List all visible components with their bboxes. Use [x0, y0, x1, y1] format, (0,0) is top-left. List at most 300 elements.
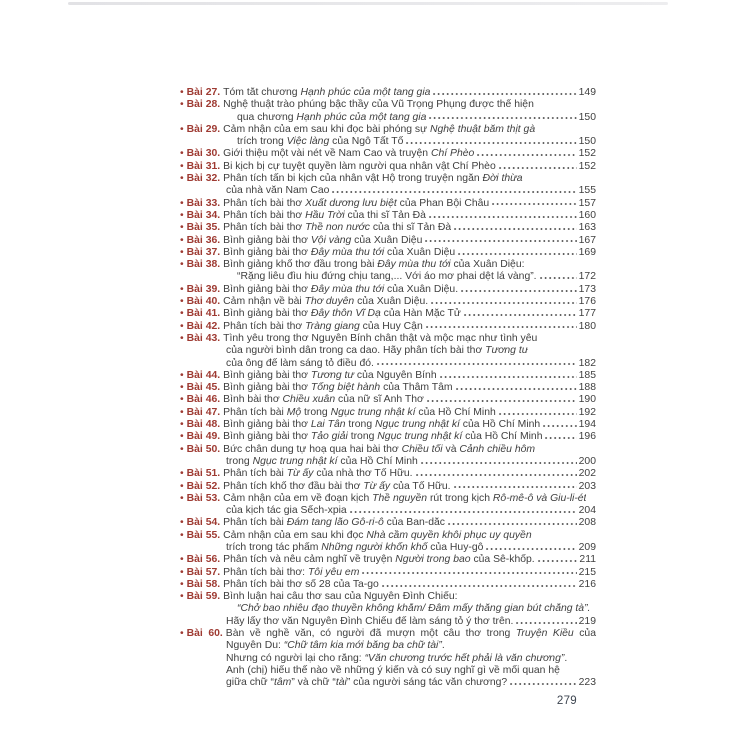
toc-text-segment: của Phan Bội Châu — [396, 197, 490, 209]
toc-work-title: Tương tư — [310, 369, 354, 381]
toc-text-segment: Bình giảng bài thơ — [223, 246, 311, 258]
bullet-icon: • — [180, 382, 184, 394]
toc-text-segment: của Hồ Chí Minh — [337, 455, 418, 467]
toc-line-text — [226, 185, 329, 197]
toc-text-segment: Bình bài thơ — [223, 394, 283, 406]
dot-leader — [543, 425, 576, 427]
toc-line-text — [223, 284, 458, 296]
toc-page-number: 180 — [578, 320, 596, 332]
toc-text-segment: qua chương — [237, 111, 297, 123]
dot-leader — [464, 314, 577, 316]
toc-item-label: Bài 49. — [186, 431, 221, 443]
toc-work-title: Tràng giang — [305, 320, 360, 332]
toc-line-text — [223, 198, 489, 210]
dot-leader — [510, 683, 576, 685]
toc-page-number: 182 — [578, 357, 596, 369]
toc-line — [180, 112, 596, 124]
toc-text-segment: trích trong — [237, 136, 287, 148]
dot-leader — [454, 486, 577, 488]
toc-line — [180, 603, 596, 615]
bullet-icon: • — [180, 628, 184, 640]
bullet-icon: • — [180, 517, 184, 529]
toc-page-number: 160 — [578, 209, 596, 221]
toc-work-title: Việc làng — [286, 136, 330, 148]
dot-leader — [492, 203, 576, 205]
toc-text-segment: và — [442, 443, 460, 455]
toc-text-segment: Phân tích bài thơ — [223, 197, 306, 209]
toc-work-title: Đời thừa — [482, 173, 523, 185]
toc-page-number: 163 — [578, 222, 596, 234]
toc-line — [180, 370, 596, 382]
toc-line-text — [223, 481, 450, 493]
toc-line-text — [223, 394, 424, 406]
toc-work-title: Rô-mê-ô và Giu-li-ét — [492, 492, 587, 504]
toc-line-text — [223, 370, 436, 382]
toc-text-segment: Bức chân dung tự hoạ qua hai bài thơ — [223, 443, 402, 455]
toc-work-title: Cảnh chiều hôm — [459, 443, 536, 455]
toc-item-label: Bài 39. — [186, 283, 221, 295]
toc-text-segment: Bình luận hai câu thơ sau của Nguyễn Đình Chiểu: — [223, 591, 458, 603]
toc-line-text — [223, 222, 451, 234]
dot-leader — [377, 363, 577, 365]
toc-text-segment: Bình giảng bài thơ — [223, 234, 311, 246]
toc-work-title: Nhà cầm quyền khôi phục uy quyền — [366, 529, 532, 541]
toc-line-text — [226, 640, 445, 652]
toc-line-text — [223, 99, 534, 111]
toc-text-segment: của Xuân Diệu. — [354, 296, 429, 308]
bullet-icon: • — [180, 259, 184, 271]
folio-page-number: 279 — [556, 695, 577, 707]
toc-text-segment: Bình giảng bài thơ — [223, 283, 311, 295]
toc-text-segment: Phân tích bài thơ — [223, 209, 306, 221]
toc-line — [180, 407, 596, 419]
toc-work-title: Đây thôn Vĩ Dạ — [310, 308, 381, 320]
toc-text-segment: của Hàn Mặc Tử — [380, 308, 461, 320]
toc-line-text — [223, 308, 461, 320]
toc-page-number: 150 — [578, 136, 596, 148]
toc-line-text — [223, 333, 537, 345]
toc-work-title: tâm — [274, 677, 292, 689]
toc-line-text — [223, 579, 379, 591]
toc-line-text — [237, 603, 590, 615]
toc-text-segment: Phân tích tấn bi kịch của nhân vật Hộ trong truyện ngắn — [223, 173, 483, 185]
bullet-icon: • — [180, 566, 184, 578]
toc-page-number: 200 — [578, 455, 596, 467]
toc-work-title: Ngục trung nhật kí — [375, 419, 460, 431]
bullet-icon: • — [180, 529, 184, 541]
toc-work-title: Ngục trung nhật kí — [377, 431, 463, 443]
toc-page-number: 204 — [578, 505, 596, 517]
toc-line-text — [226, 665, 560, 677]
dot-leader — [540, 277, 577, 279]
toc-text-segment: của Xuân Diệu. — [384, 283, 459, 295]
toc-item-label: Bài 37. — [186, 246, 221, 258]
toc-line-text — [223, 431, 542, 443]
toc-text-segment: trích trong tác phẩm — [226, 541, 322, 553]
toc-line-text — [237, 112, 426, 124]
toc-text-segment: Phân tích bài thơ số 28 của Ta-go — [223, 578, 379, 590]
toc-item-label: Bài 29. — [186, 123, 221, 135]
toc-line — [180, 259, 596, 271]
toc-item-label: Bài 56. — [186, 554, 221, 566]
toc-text-segment: Nghệ thuật trào phúng bậc thầy của Vũ Trọng Phụng được thể hiện — [223, 99, 534, 111]
toc-text-segment: ” của người sáng tác văn chương? — [346, 677, 508, 689]
toc-text-segment: trong — [226, 455, 253, 467]
toc-text-segment: Phân tích bài — [223, 406, 287, 418]
toc-work-title: Ngục trung nhật kí — [252, 455, 338, 467]
toc-line-text — [223, 124, 535, 136]
toc-text-segment: của Hồ Chí Minh — [415, 406, 496, 418]
dot-leader — [426, 326, 577, 328]
toc-text-segment: Giới thiệu một vài nét về Nam Cao và truyện — [223, 148, 431, 160]
toc-text-segment: của Ngô Tất Tố — [329, 136, 404, 148]
toc-line — [180, 530, 596, 542]
bullet-icon: • — [180, 332, 184, 344]
toc-text-segment: Cảm nhận về bài — [223, 296, 305, 308]
toc-line-text — [237, 271, 537, 283]
toc-text-segment: của thi sĩ Tản Đà — [369, 222, 452, 234]
dot-leader — [499, 167, 577, 169]
toc-line — [180, 161, 596, 173]
toc-item-label: Bài 55. — [186, 529, 221, 541]
toc-text-segment: Phân tích bài — [223, 468, 287, 480]
toc-line-text — [223, 382, 452, 394]
toc-work-title: Nghệ thuật băm thịt gà — [429, 123, 536, 135]
bullet-icon: • — [180, 246, 184, 258]
toc-page-number: 152 — [578, 160, 596, 172]
toc-text-segment: của Xuân Diệu — [384, 246, 456, 258]
toc-line — [180, 431, 596, 443]
toc-page-number: 219 — [578, 615, 596, 627]
toc-line — [180, 517, 596, 529]
toc-work-title: Vội vàng — [310, 234, 352, 246]
dot-leader — [421, 462, 577, 464]
toc-text-segment: của Tố Hữu. — [390, 480, 451, 492]
toc-item-label: Bài 53. — [186, 492, 221, 504]
toc-line-text — [223, 87, 430, 99]
toc-line-text — [237, 136, 403, 148]
toc-page-number: 155 — [578, 185, 596, 197]
toc-line — [180, 628, 596, 640]
bullet-icon: • — [180, 99, 184, 111]
table-of-contents — [180, 87, 596, 690]
toc-page-number: 177 — [578, 308, 596, 320]
bullet-icon: • — [180, 431, 184, 443]
toc-page-number: 208 — [578, 517, 596, 529]
toc-page-number: 216 — [578, 578, 596, 590]
page-edge-line — [68, 2, 668, 5]
toc-line-text — [226, 345, 528, 357]
toc-text-segment: của nhà văn Nam Cao — [226, 185, 330, 197]
toc-work-title: Tôi yêu em — [307, 566, 360, 578]
toc-line-text — [223, 419, 540, 431]
bullet-icon: • — [180, 283, 184, 295]
toc-page-number: 172 — [578, 271, 596, 283]
toc-line — [180, 210, 596, 222]
toc-line — [180, 296, 596, 308]
toc-text-segment: giữa chữ “ — [226, 677, 274, 689]
toc-line-text — [223, 407, 496, 419]
toc-text-segment: của Hồ Chí Minh — [462, 431, 543, 443]
toc-line — [180, 185, 596, 197]
toc-page-number: 192 — [578, 406, 596, 418]
toc-text-segment: trong — [345, 419, 375, 431]
toc-line — [180, 173, 596, 185]
toc-page-number: 203 — [578, 480, 596, 492]
toc-text-segment: trong — [347, 431, 378, 443]
dot-leader — [454, 228, 576, 230]
dot-leader — [431, 302, 577, 304]
toc-line-text — [226, 616, 513, 628]
toc-work-title: Từ ấy — [363, 480, 391, 492]
toc-line — [180, 493, 596, 505]
toc-line — [180, 99, 596, 111]
toc-text-segment: . — [441, 640, 445, 652]
toc-work-title: “Chở bao nhiêu đạo thuyền không khẳm/ Đâm mấy thằng gian bút chẳng tà”. — [237, 603, 591, 615]
dot-leader — [545, 437, 576, 439]
toc-page-number: 185 — [578, 369, 596, 381]
toc-text-segment: Nguyễn Du: — [226, 640, 284, 652]
toc-item-label: Bài 59. — [186, 591, 221, 603]
toc-line-text — [223, 493, 586, 505]
toc-item-label: Bài 42. — [186, 320, 221, 332]
toc-text-segment: của Sê-khốp. — [470, 554, 535, 566]
dot-leader — [382, 585, 577, 587]
toc-line — [180, 468, 596, 480]
toc-work-title: Tảo giải — [310, 431, 348, 443]
toc-line — [180, 87, 596, 99]
bullet-icon: • — [180, 369, 184, 381]
toc-line — [180, 567, 596, 579]
toc-page-number: 152 — [578, 148, 596, 160]
toc-line — [180, 284, 596, 296]
toc-line-text — [223, 468, 412, 480]
toc-item-label: Bài 38. — [186, 259, 221, 271]
toc-line-text — [223, 235, 422, 247]
toc-page-number: 194 — [578, 419, 596, 431]
toc-line-text — [226, 358, 374, 370]
bullet-icon: • — [180, 123, 184, 135]
toc-line — [180, 677, 596, 689]
toc-line-text — [226, 628, 596, 639]
toc-page-number: 190 — [578, 394, 596, 406]
bullet-icon: • — [180, 443, 184, 455]
toc-text-segment: Tóm tắt chương — [223, 87, 301, 98]
toc-work-title: Truyện Kiều — [515, 628, 574, 640]
toc-text-segment: của Huy Cận — [359, 320, 423, 332]
toc-item-label: Bài 48. — [186, 419, 221, 431]
toc-page-number: 196 — [578, 431, 596, 443]
toc-text-segment: Cảm nhận của em sau khi đọc — [223, 529, 367, 541]
toc-text-segment: của — [573, 628, 596, 640]
dot-leader — [486, 548, 576, 550]
toc-line — [180, 345, 596, 357]
toc-text-segment: của Xuân Diệu — [351, 234, 423, 246]
toc-text-segment: của thi sĩ Tản Đà — [344, 209, 426, 221]
toc-work-title: Ngục trung nhật kí — [330, 406, 416, 418]
toc-text-segment: Anh (chị) hiểu thế nào về những ý kiến và có suy nghĩ gì về mối quan hệ — [226, 664, 560, 676]
dot-leader — [362, 572, 576, 574]
toc-line-text — [223, 259, 524, 271]
toc-page-number: 215 — [578, 566, 596, 578]
toc-text-segment: Bàn về nghề văn, có người đã mượn một câu thơ trong — [225, 628, 516, 640]
toc-page-number: 150 — [578, 111, 596, 123]
toc-work-title: Những người khốn khổ — [321, 541, 428, 553]
bullet-icon: • — [180, 148, 184, 160]
toc-item-label: Bài 32. — [186, 173, 221, 185]
dot-leader — [456, 388, 577, 390]
toc-item-label: Bài 43. — [186, 332, 221, 344]
toc-text-segment: Phân tích bài thơ — [223, 222, 306, 234]
toc-line — [180, 542, 596, 554]
toc-text-segment: của Thâm Tâm — [380, 382, 453, 394]
bullet-icon: • — [180, 480, 184, 492]
toc-line — [180, 271, 596, 283]
toc-text-segment: Phân tích bài thơ: — [223, 566, 308, 578]
toc-text-segment: của ông để làm sáng tỏ điều đó. — [226, 357, 374, 369]
toc-text-segment: Cảm nhận của em về đoạn kịch — [223, 492, 373, 504]
dot-leader — [440, 376, 577, 378]
toc-text-segment: Bình giảng khổ thơ đầu trong bài — [223, 259, 378, 271]
dot-leader — [429, 117, 576, 119]
toc-line-text — [223, 567, 359, 579]
toc-page-number: 211 — [579, 554, 596, 566]
toc-line-text — [223, 444, 535, 456]
dot-leader — [427, 400, 577, 402]
dot-leader — [406, 142, 576, 144]
bullet-icon: • — [180, 468, 184, 480]
dot-leader — [477, 154, 576, 156]
bullet-icon: • — [180, 320, 184, 332]
bullet-icon: • — [180, 87, 184, 98]
toc-text-segment: Bình giảng bài thơ — [223, 308, 311, 320]
toc-line-text — [223, 591, 457, 603]
toc-line — [180, 382, 596, 394]
toc-line — [180, 308, 596, 320]
bullet-icon: • — [180, 222, 184, 234]
toc-line — [180, 198, 596, 210]
dot-leader — [458, 253, 576, 255]
toc-text-segment: Bình giảng bài thơ — [223, 382, 311, 394]
toc-item-label: Bài 27. — [186, 87, 221, 98]
dot-leader — [499, 413, 577, 415]
toc-text-segment: của Huy-gô — [427, 541, 484, 553]
toc-text-segment: Bình giảng bài thơ — [223, 369, 311, 381]
dot-leader — [448, 523, 577, 525]
toc-text-segment: Tình yêu trong thơ Nguyễn Bính chân thật và mộc mạc như tình yêu — [223, 332, 538, 344]
toc-page-number: 157 — [578, 197, 596, 209]
toc-line — [180, 148, 596, 160]
toc-work-title: Chiều xuân — [282, 394, 336, 406]
toc-line — [180, 579, 596, 591]
toc-line-text — [223, 161, 496, 173]
toc-line — [180, 456, 596, 468]
toc-work-title: Đây mùa thu tới — [310, 283, 385, 295]
toc-page-number: 176 — [578, 296, 596, 308]
toc-line — [180, 653, 596, 665]
toc-work-title: Người trong bao — [395, 554, 471, 566]
toc-line — [180, 419, 596, 431]
toc-item-label: Bài 31. — [186, 160, 221, 172]
dot-leader — [332, 191, 576, 193]
toc-item-label: Bài 57. — [186, 566, 221, 578]
toc-item-label: Bài 30. — [186, 148, 221, 160]
bullet-icon: • — [180, 591, 184, 603]
toc-item-label: Bài 60. — [186, 628, 223, 640]
toc-item-label: Bài 45. — [186, 382, 221, 394]
toc-text-segment: của kịch tác gia Sếch-xpia — [226, 505, 347, 517]
toc-page-number: 173 — [578, 283, 596, 295]
bullet-icon: • — [180, 160, 184, 172]
toc-line-text — [223, 554, 535, 566]
toc-text-segment: Phân tích khổ thơ đầu bài thơ — [223, 480, 364, 492]
toc-text-segment: Bình giảng bài thơ — [223, 431, 311, 443]
bullet-icon: • — [180, 308, 184, 320]
toc-work-title: “Văn chương trước hết phải là văn chương” — [364, 652, 565, 664]
bullet-icon: • — [180, 394, 184, 406]
toc-line — [180, 358, 596, 370]
toc-work-title: Hạnh phúc của một tang gia — [296, 111, 427, 123]
toc-line-text — [223, 321, 423, 333]
toc-text-segment: . — [564, 652, 568, 664]
toc-line — [180, 616, 596, 628]
toc-item-label: Bài 33. — [186, 197, 221, 209]
bullet-icon: • — [180, 209, 184, 221]
toc-line — [180, 124, 596, 136]
toc-text-segment: Phân tích và nêu cảm nghĩ về truyện — [223, 554, 396, 566]
bullet-icon: • — [180, 234, 184, 246]
toc-text-segment: Hãy lấy thơ văn Nguyễn Đình Chiểu để làm sáng tỏ ý thơ trên. — [226, 615, 514, 627]
toc-work-title: Đám tang lão Gô-ri-ô — [286, 517, 384, 529]
dot-leader — [350, 511, 577, 513]
bullet-icon: • — [180, 173, 184, 185]
toc-line-text — [223, 530, 531, 542]
toc-work-title: Đây mùa thu tới — [310, 246, 385, 258]
dot-leader — [516, 622, 576, 624]
dot-leader — [538, 560, 578, 562]
toc-work-title: Chí Phèo — [430, 148, 475, 160]
toc-line-text — [223, 247, 455, 259]
toc-item-label: Bài 28. — [186, 99, 221, 111]
toc-work-title: Mộ — [286, 406, 302, 418]
toc-work-title: Hầu Trời — [305, 209, 345, 221]
toc-line — [180, 640, 596, 652]
toc-page-number: 188 — [578, 382, 596, 394]
bullet-icon: • — [180, 554, 184, 566]
toc-text-segment: Nhưng có người lại cho rằng: — [226, 652, 365, 664]
toc-item-label: Bài 54. — [186, 517, 221, 529]
toc-line-text — [223, 517, 445, 529]
toc-page-number: 223 — [578, 677, 596, 689]
toc-item-label: Bài 52. — [186, 480, 221, 492]
toc-line — [180, 591, 596, 603]
toc-line-text — [223, 210, 426, 222]
bullet-icon: • — [180, 492, 184, 504]
toc-text-segment: Bi kịch bị cự tuyệt quyền làm người qua nhân vật Chí Phèo — [223, 160, 496, 172]
toc-item-label: Bài 34. — [186, 209, 221, 221]
bullet-icon: • — [180, 296, 184, 308]
toc-line-text — [223, 173, 522, 185]
toc-line — [180, 321, 596, 333]
toc-work-title: tài — [335, 677, 347, 689]
toc-line — [180, 505, 596, 517]
toc-line-text — [226, 677, 507, 689]
toc-work-title: Thề nguyền — [372, 492, 428, 504]
dot-leader — [429, 216, 577, 218]
toc-line — [180, 665, 596, 677]
toc-line-text — [226, 505, 347, 517]
toc-text-segment: ” và chữ “ — [291, 677, 336, 689]
